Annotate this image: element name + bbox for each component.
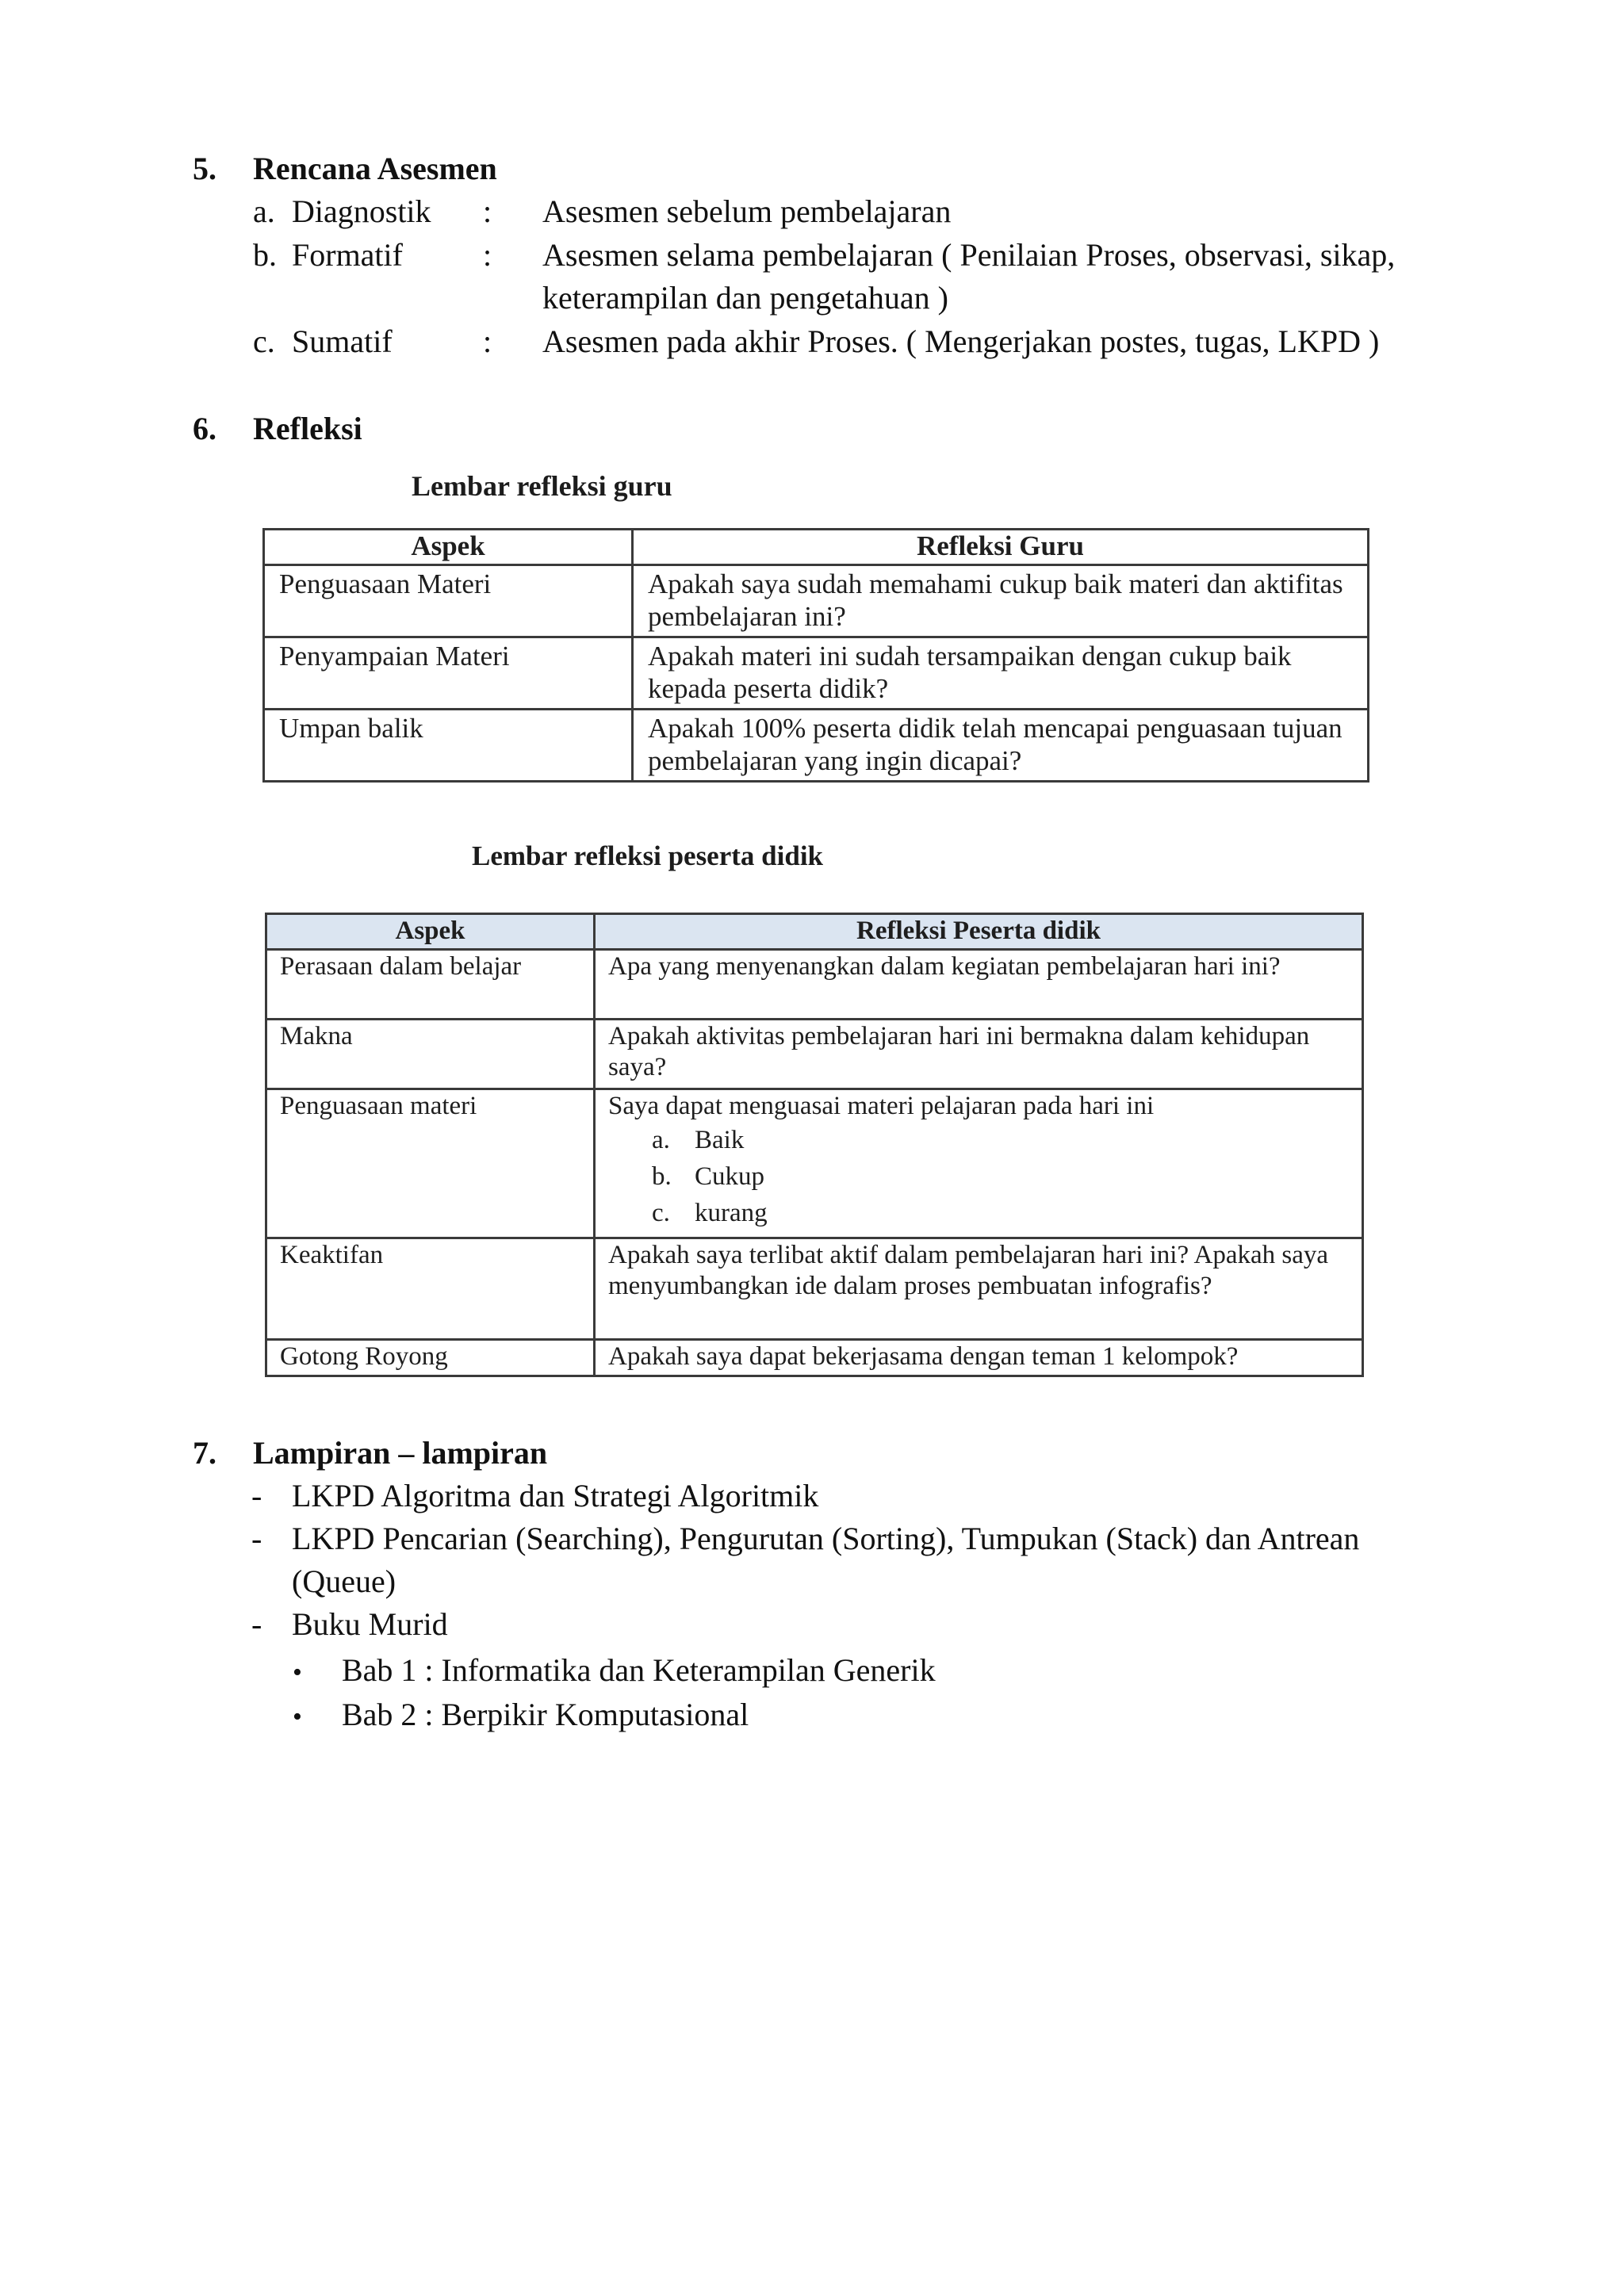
section-6-title: Refleksi xyxy=(253,411,362,446)
aspek-cell: Keaktifan xyxy=(266,1238,595,1340)
lampiran-item: LKPD Algoritma dan Strategi Algoritmik xyxy=(292,1478,819,1513)
bullet-text: Bab 1 : Informatika dan Keterampilan Generik xyxy=(342,1652,936,1688)
table-header-row xyxy=(264,530,1369,565)
option-letter: a. xyxy=(652,1126,670,1154)
refleksi-cell: Apakah 100% peserta didik telah mencapai penguasaan tujuan pembelajaran yang ingin dicapai? xyxy=(633,710,1369,782)
siswa-table-title: Lembar refleksi peserta didik xyxy=(472,840,824,871)
table-row xyxy=(264,710,1369,782)
lampiran-item: Buku Murid xyxy=(292,1606,448,1642)
lampiran-item-continued: (Queue) xyxy=(292,1563,396,1599)
item-label: Diagnostik xyxy=(292,193,431,229)
column-header-aspek: Aspek xyxy=(266,914,595,950)
table-row xyxy=(264,637,1369,710)
bullet-item xyxy=(293,1649,936,1694)
dash-marker: - xyxy=(251,1521,262,1556)
table-header-row xyxy=(266,914,1363,950)
aspek-cell: Makna xyxy=(266,1020,595,1089)
bullet-icon: • xyxy=(293,1702,302,1732)
section-7-title: Lampiran – lampiran xyxy=(253,1435,548,1471)
item-letter: c. xyxy=(253,323,275,359)
lampiran-item: LKPD Pencarian (Searching), Pengurutan (Sorting), Tumpukan (Stack) dan Antrean xyxy=(292,1521,1360,1556)
item-text: Asesmen sebelum pembelajaran xyxy=(542,193,952,229)
section-5-title: Rencana Asesmen xyxy=(253,151,497,186)
table-row xyxy=(266,1020,1363,1089)
item-colon: : xyxy=(483,323,492,359)
aspek-cell: Gotong Royong xyxy=(266,1340,595,1376)
option-text: Cukup xyxy=(695,1162,765,1191)
section-7-number: 7. xyxy=(193,1435,216,1471)
guru-reflection-table xyxy=(262,528,1369,783)
item-label: Sumatif xyxy=(292,323,393,359)
refleksi-cell: Apakah saya dapat bekerjasama dengan teman 1 kelompok? xyxy=(595,1340,1363,1376)
table-row xyxy=(266,950,1363,1020)
bullet-icon: • xyxy=(293,1658,302,1687)
refleksi-text: Saya dapat menguasai materi pelajaran pada hari ini xyxy=(608,1092,1155,1120)
aspek-cell: Penyampaian Materi xyxy=(264,637,633,710)
item-text-continued: keterampilan dan pengetahuan ) xyxy=(542,280,948,316)
option-letter: b. xyxy=(652,1162,672,1191)
item-colon: : xyxy=(483,237,492,273)
bullet-text: Bab 2 : Berpikir Komputasional xyxy=(342,1697,749,1732)
item-text: Asesmen pada akhir Proses. ( Mengerjakan postes, tugas, LKPD ) xyxy=(542,323,1380,359)
aspek-cell: Perasaan dalam belajar xyxy=(266,950,595,1020)
table-row xyxy=(264,565,1369,637)
option-item xyxy=(608,1195,1350,1231)
option-letter: c. xyxy=(652,1199,670,1227)
aspek-cell: Penguasaan materi xyxy=(266,1089,595,1238)
aspek-cell: Umpan balik xyxy=(264,710,633,782)
item-colon: : xyxy=(483,193,492,229)
item-letter: a. xyxy=(253,193,275,229)
table-row xyxy=(266,1238,1363,1340)
refleksi-cell: Apa yang menyenangkan dalam kegiatan pembelajaran hari ini? xyxy=(595,950,1363,1020)
option-text: kurang xyxy=(695,1199,768,1227)
column-header-refleksi: Refleksi Peserta didik xyxy=(595,914,1363,950)
aspek-cell: Penguasaan Materi xyxy=(264,565,633,637)
option-text: Baik xyxy=(695,1126,745,1154)
item-label: Formatif xyxy=(292,237,403,273)
option-item xyxy=(608,1158,1350,1195)
column-header-refleksi: Refleksi Guru xyxy=(633,530,1369,565)
table-row xyxy=(266,1089,1363,1238)
refleksi-cell: Apakah saya terlibat aktif dalam pembelajaran hari ini? Apakah saya menyumbangkan ide dalam proses pembuatan infografis? xyxy=(595,1238,1363,1340)
refleksi-cell: Apakah materi ini sudah tersampaikan dengan cukup baik kepada peserta didik? xyxy=(633,637,1369,710)
item-letter: b. xyxy=(253,237,277,273)
item-text: Asesmen selama pembelajaran ( Penilaian Proses, observasi, sikap, xyxy=(542,237,1396,273)
section-5-number: 5. xyxy=(193,151,216,186)
dash-marker: - xyxy=(251,1478,262,1513)
bullet-item xyxy=(293,1693,749,1739)
section-6-number: 6. xyxy=(193,411,216,446)
refleksi-cell xyxy=(595,1089,1363,1238)
option-item xyxy=(608,1122,1350,1158)
column-header-aspek: Aspek xyxy=(264,530,633,565)
refleksi-cell: Apakah saya sudah memahami cukup baik materi dan aktifitas pembelajaran ini? xyxy=(633,565,1369,637)
guru-table-title: Lembar refleksi guru xyxy=(412,470,672,502)
dash-marker: - xyxy=(251,1606,262,1642)
siswa-reflection-table xyxy=(265,913,1364,1377)
table-row xyxy=(266,1340,1363,1376)
refleksi-cell: Apakah aktivitas pembelajaran hari ini bermakna dalam kehidupan saya? xyxy=(595,1020,1363,1089)
